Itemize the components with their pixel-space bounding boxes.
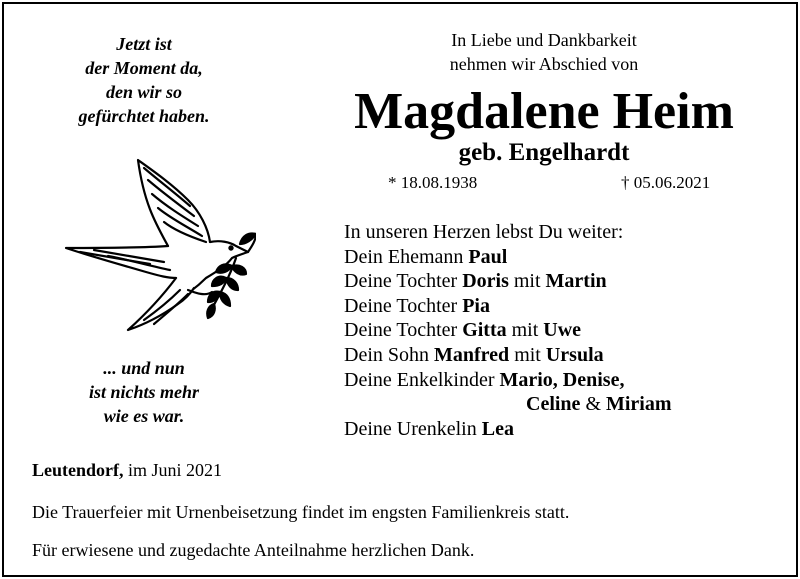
family-member-son bbox=[344, 343, 784, 368]
deceased-name: Magdalene Heim bbox=[354, 83, 734, 140]
quote-line: Jetzt ist bbox=[116, 34, 172, 54]
relation: Deine Tochter bbox=[344, 294, 463, 317]
family-list bbox=[344, 220, 784, 441]
quote-line: ist nichts mehr bbox=[88, 382, 200, 402]
family-member-husband bbox=[344, 245, 784, 270]
intro-text bbox=[344, 28, 744, 76]
quote-bottom bbox=[24, 356, 264, 428]
quote-line: gefürchtet haben. bbox=[78, 106, 210, 126]
obituary-card bbox=[2, 2, 798, 577]
relation: Deine Tochter bbox=[344, 270, 463, 293]
partner-name: Ursula bbox=[545, 343, 604, 366]
thanks-note: Für erwiesene und zugedachte Anteilnahme herzlichen Dank. bbox=[32, 540, 475, 560]
town: Leutendorf, bbox=[32, 460, 124, 480]
family-member-daughter bbox=[344, 269, 784, 294]
partner-name: Uwe bbox=[543, 319, 582, 342]
relation: Dein Ehemann bbox=[344, 245, 469, 268]
ceremony-note: Die Trauerfeier mit Urnenbeisetzung findet im engsten Familienkreis statt. bbox=[32, 502, 570, 522]
intro-line: In Liebe und Dankbarkeit bbox=[451, 30, 637, 50]
quote-top bbox=[24, 32, 264, 128]
member-name: Doris bbox=[462, 270, 509, 293]
death-date: † 05.06.2021 bbox=[621, 173, 711, 192]
member-name: Celine bbox=[526, 393, 581, 416]
birth-date: * 18.08.1938 bbox=[388, 173, 478, 192]
connector: mit bbox=[506, 319, 544, 342]
family-member-daughter bbox=[344, 294, 784, 319]
family-member-great-grandchild bbox=[344, 417, 784, 442]
relation: Deine Enkelkinder bbox=[344, 368, 500, 391]
family-heading: In unseren Herzen lebst Du weiter: bbox=[344, 221, 624, 243]
quote-line: wie es war. bbox=[103, 406, 185, 426]
member-name: Mario, Denise, bbox=[499, 368, 625, 391]
relation: Dein Sohn bbox=[344, 343, 434, 366]
member-name: Paul bbox=[468, 245, 508, 268]
intro-line: nehmen wir Abschied von bbox=[449, 54, 639, 74]
date-text: im Juni 2021 bbox=[123, 460, 223, 480]
relation: Deine Urenkelin bbox=[344, 417, 482, 440]
family-member-grandchildren bbox=[344, 368, 784, 393]
connector: mit bbox=[509, 343, 546, 366]
family-member-daughter bbox=[344, 318, 784, 343]
maiden-name: geb. Engelhardt bbox=[458, 139, 630, 166]
member-name: Lea bbox=[481, 417, 514, 440]
quote-line: ... und nun bbox=[103, 358, 185, 378]
member-name: Pia bbox=[462, 294, 490, 317]
connector: & bbox=[580, 393, 606, 416]
member-name: Miriam bbox=[606, 393, 672, 416]
quote-line: der Moment da, bbox=[85, 58, 203, 78]
partner-name: Martin bbox=[545, 270, 607, 293]
quote-line: den wir so bbox=[105, 82, 183, 102]
member-name: Manfred bbox=[434, 343, 510, 366]
dove-icon bbox=[60, 154, 256, 334]
connector: mit bbox=[508, 270, 546, 293]
member-name: Gitta bbox=[462, 319, 507, 342]
family-member-grandchildren-cont bbox=[344, 392, 784, 417]
place-date bbox=[32, 458, 222, 482]
relation: Deine Tochter bbox=[344, 319, 463, 342]
